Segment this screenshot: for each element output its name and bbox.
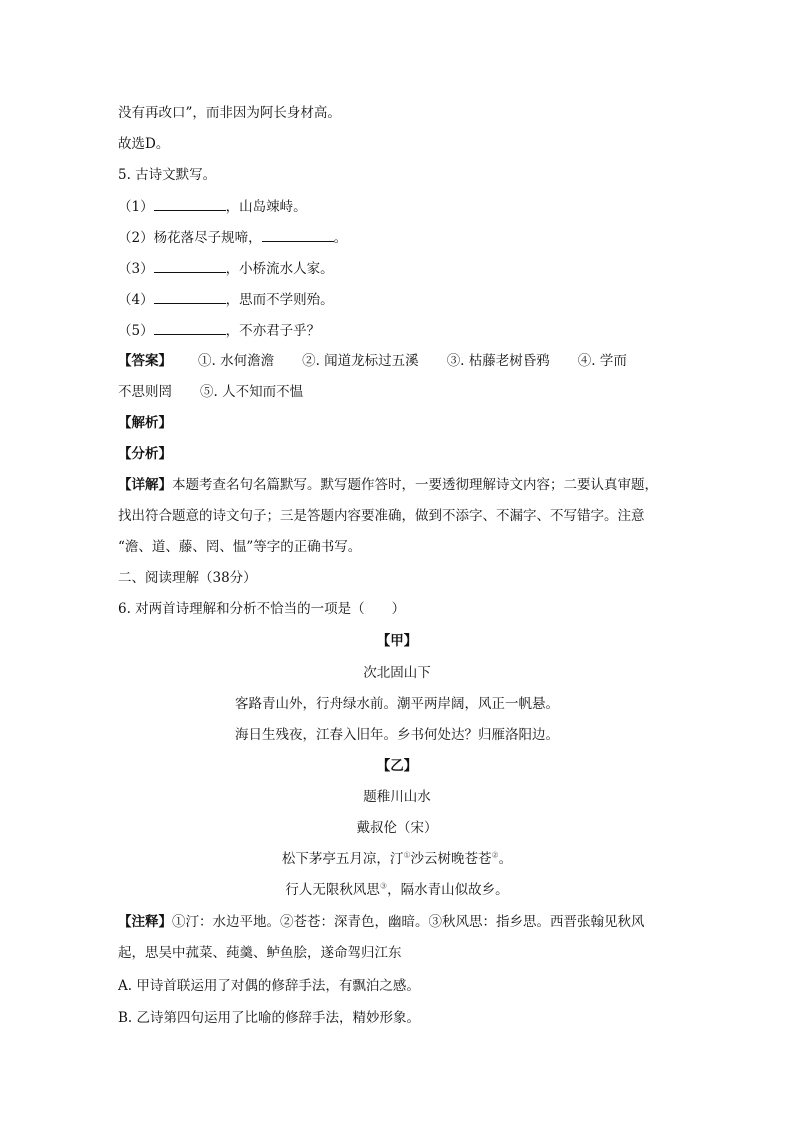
fenxi-label: 【分析】 [118,446,172,462]
poem-text: 。 [498,851,513,867]
poem2-line [0,881,794,899]
answer-item: ①. 水何澹澹 [198,353,275,369]
poem1-line: 客路青山外，行舟绿水前。潮平两岸阔，风正一帆悬。 [235,696,559,712]
note-line: 起，思吴中菰菜、莼羹、鲈鱼脍，遂命驾归江东 [118,945,402,961]
detail-line [118,476,658,494]
poem1-title: 次北固山下 [363,665,431,681]
detail-text: 本题考查名句名篇默写。默写题作答时，一要透彻理解诗文内容；二要认真审题， [172,477,658,493]
answer-blank [154,259,226,273]
poem-text: ，隔水青山似故乡。 [387,882,509,898]
answer-blank [262,228,334,242]
answer-line [118,352,627,370]
detail-label: 【详解】 [118,477,172,493]
answer-item: ②. 闻道龙标过五溪 [302,353,419,369]
jiexi-label: 【解析】 [118,415,172,431]
footnote-marker: ② [491,850,499,860]
poem-label-yi: 【乙】 [376,758,418,774]
detail-line: “澹、道、藤、罔、愠”等字的正确书写。 [118,539,362,555]
q5-item-5 [118,321,320,340]
answer-item: 不思则罔 [118,384,172,400]
option-a: A. 甲诗首联运用了对偶的修辞手法，有飘泊之感。 [118,978,420,994]
option-b: B. 乙诗第四句运用了比喻的修辞手法，精妙形象。 [118,1010,421,1026]
poem1-line: 海日生残夜，江春入旧年。乡书何处达？归雁洛阳边。 [235,727,559,743]
footnote-marker: ③ [379,881,388,891]
q5-item-4 [118,290,334,309]
answer-blank [154,290,226,304]
answer-blank [154,197,226,211]
section-heading: 二、阅读理解（38分） [118,570,257,586]
item-text: （2）杨花落尽子规啼， [118,230,262,246]
note-line [118,913,645,931]
item-text: ，不亦君子乎？ [225,323,321,339]
text-line: 没有再改口”，而非因为阿长身材高。 [118,105,341,121]
poem2-author: 戴叔伦（宋） [356,820,438,836]
item-text: ，山岛竦峙。 [225,199,307,215]
note-text: ①汀：水边平地。②苍苍：深青色，幽暗。③秋风思：指乡思。西晋张翰见秋风 [172,914,645,930]
answer-label: 【答案】 [118,353,172,369]
answer-item: ⑤. 人不知而不愠 [200,384,304,400]
text-line: 故选D。 [118,136,170,152]
item-number: （1） [118,199,154,215]
footnote-marker: ① [403,850,411,860]
poem2-line [0,850,794,868]
poem2-title: 题稚川山水 [363,789,431,805]
answer-line-2 [118,383,303,401]
answer-item: ④. 学而 [577,353,627,369]
q5-item-3 [118,259,334,278]
answer-item: ③. 枯藤老树昏鸦 [446,353,550,369]
q5-item-2 [118,228,347,247]
question-6-title: 6. 对两首诗理解和分析不恰当的一项是（ ） [118,601,406,617]
poem-text: 松下茅亭五月凉，汀 [281,851,404,867]
poem-text: 沙云树晚苍苍 [410,851,492,867]
q5-item-1 [118,197,307,216]
item-number: （3） [118,261,154,277]
item-number: （5） [118,323,154,339]
item-text-end: 。 [333,230,348,246]
answer-blank [154,321,226,335]
note-label: 【注释】 [118,914,172,930]
item-number: （4） [118,292,154,308]
question-5-title: 5. 古诗文默写。 [118,167,217,183]
poem-label-jia: 【甲】 [376,633,418,649]
poem-text: 行人无限秋风思 [285,882,380,898]
item-text: ，小桥流水人家。 [225,261,334,277]
item-text: ，思而不学则殆。 [225,292,334,308]
detail-line: 找出符合题意的诗文句子；三是答题内容要准确，做到不添字、不漏字、不写错字。注意 [118,508,645,524]
